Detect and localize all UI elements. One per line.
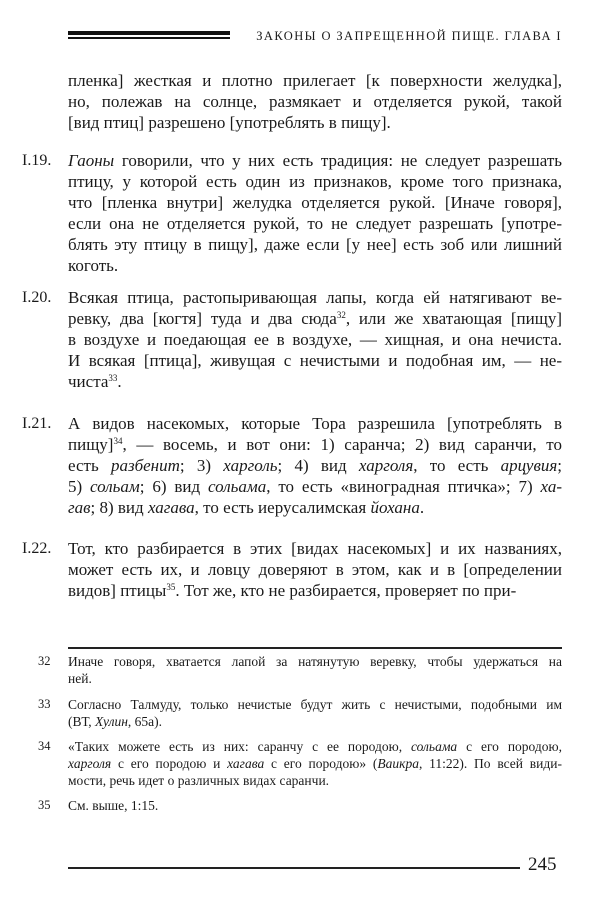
text-run: говорили, что у них есть традиция: не следует разрешать bbox=[114, 151, 562, 170]
text-run: ; 3) bbox=[179, 456, 224, 475]
paragraph-line bbox=[68, 371, 562, 392]
italic-term: сольам bbox=[90, 477, 140, 496]
italic-term: сольама bbox=[208, 477, 267, 496]
paragraph-line bbox=[68, 112, 562, 133]
paragraph-line bbox=[68, 413, 562, 434]
footnote-line bbox=[68, 772, 562, 789]
text-run: с его породою, bbox=[457, 739, 562, 754]
italic-term: Хулин bbox=[94, 714, 128, 729]
paragraph-line bbox=[68, 91, 562, 112]
italic-term: гав bbox=[68, 498, 91, 517]
footnote-line bbox=[68, 755, 562, 772]
footnote-line bbox=[68, 670, 562, 687]
footnote-ref[interactable]: 33 bbox=[108, 373, 118, 383]
text-run: есть bbox=[68, 456, 111, 475]
text-run: птицу, у которой есть один из признаков, кроме того признака, bbox=[68, 172, 562, 191]
paragraph-number: I.21. bbox=[22, 415, 52, 432]
text-run: И всякая [птица], живущая с нечистыми и подобная им, — не- bbox=[68, 351, 562, 370]
footnote-line bbox=[68, 653, 562, 670]
paragraph-line bbox=[68, 255, 562, 276]
text-run: . bbox=[419, 498, 425, 517]
text-run: Иначе говоря, хватается лапой за натянутую веревку, чтобы удержаться на bbox=[68, 654, 562, 669]
text-run: ; 6) вид bbox=[139, 477, 208, 496]
header-rule-thin bbox=[68, 37, 230, 39]
footnote-line bbox=[68, 797, 562, 814]
paragraph-line bbox=[68, 538, 562, 559]
italic-term: йохана bbox=[370, 498, 420, 517]
italic-term: харголя bbox=[68, 756, 112, 771]
paragraph-line bbox=[68, 150, 562, 171]
italic-term: ха- bbox=[540, 477, 562, 496]
text-run: что [пленка внутри] желудка отделяется рукой. [Иначе говоря], bbox=[68, 193, 562, 212]
text-run: , 11:22). По всей види- bbox=[418, 756, 562, 771]
text-run: если она не отделяется рукой, то не следует разрешать [употре- bbox=[68, 214, 562, 233]
paragraph-line bbox=[68, 559, 562, 580]
footnote-number: 34 bbox=[38, 739, 51, 753]
text-run: См. выше, 1:15. bbox=[68, 798, 159, 813]
paragraph-number: I.20. bbox=[22, 289, 52, 306]
paragraph-line bbox=[68, 455, 562, 476]
text-run: , то есть bbox=[413, 456, 501, 475]
italic-term: сольама bbox=[410, 739, 458, 754]
italic-term: разбенит bbox=[110, 456, 180, 475]
italic-term: арцувия bbox=[500, 456, 558, 475]
text-run: с его породою» ( bbox=[264, 756, 378, 771]
chapter-title: ЗАКОНЫ О ЗАПРЕЩЕННОЙ ПИЩЕ. ГЛАВА I bbox=[256, 29, 562, 43]
footnote-line bbox=[68, 713, 562, 730]
paragraph-line bbox=[68, 171, 562, 192]
text-run: может есть их, и ловцу доверяют в этом, как и в [определении bbox=[68, 560, 562, 579]
text-run: , то есть иерусалимская bbox=[194, 498, 371, 517]
italic-term: харголь bbox=[223, 456, 278, 475]
text-run: . bbox=[117, 372, 122, 391]
text-run: пищу] bbox=[68, 435, 114, 454]
text-run: с его породою и bbox=[111, 756, 228, 771]
italic-term: хагава bbox=[227, 756, 265, 771]
text-run: ; 4) вид bbox=[277, 456, 359, 475]
text-run: (ВТ, bbox=[68, 714, 95, 729]
italic-term: Гаоны bbox=[68, 151, 115, 170]
paragraph-line bbox=[68, 497, 562, 518]
footnote-number: 35 bbox=[38, 798, 51, 812]
paragraph-number: I.22. bbox=[22, 540, 52, 557]
text-run: , — восемь, и вот они: 1) саранча; 2) вид саранчи, то bbox=[122, 435, 562, 454]
text-run: пленка] жесткая и плотно прилегает [к поверхности желудка], bbox=[68, 71, 562, 90]
text-run: , то есть «виноградная птичка»; 7) bbox=[266, 477, 541, 496]
text-run: но, полежав на солнце, размякает и отделяется рукой, такой bbox=[68, 92, 562, 111]
footnote-number: 32 bbox=[38, 654, 51, 668]
text-run: А видов насекомых, которые Тора разрешила [употреблять в bbox=[68, 414, 562, 433]
text-run: ; bbox=[557, 456, 562, 475]
text-run: в воздухе и поедающая ее в воздухе, — хищная, и она нечиста. bbox=[68, 330, 562, 349]
text-run: «Таких можете есть из них: саранчу с ее породою, bbox=[68, 739, 411, 754]
text-run: чиста bbox=[68, 372, 109, 391]
text-run: видов] птицы bbox=[68, 581, 167, 600]
italic-term: хагава bbox=[147, 498, 195, 517]
italic-term: Ваикра bbox=[377, 756, 419, 771]
text-run: Всякая птица, растопыривающая лапы, когда ей натягивают ве- bbox=[68, 288, 562, 307]
header-rule-thick bbox=[68, 31, 230, 35]
text-run: ; 8) вид bbox=[90, 498, 148, 517]
text-run: блять эту птицу в пищу], даже если [у нее] есть зоб или лишний bbox=[68, 235, 562, 254]
paragraph-line bbox=[68, 580, 562, 601]
paragraph-line bbox=[68, 70, 562, 91]
text-run: мости, речь идет о различных видах саранчи. bbox=[68, 773, 330, 788]
footnote-number: 33 bbox=[38, 697, 51, 711]
text-run: Согласно Талмуду, только нечистые будут жить с нечистыми, подобными им bbox=[68, 697, 562, 712]
text-run: , или же хватающая [пищу] bbox=[345, 309, 562, 328]
paragraph-number: I.19. bbox=[22, 152, 52, 169]
text-run: [вид птиц] разрешено [употреблять в пищу]. bbox=[68, 113, 391, 132]
text-run: . Тот же, кто не разбирается, проверяет по при- bbox=[175, 581, 517, 600]
paragraph-line bbox=[68, 434, 562, 455]
paragraph-line bbox=[68, 192, 562, 213]
text-run: 5) bbox=[68, 477, 91, 496]
footnote-ref[interactable]: 34 bbox=[113, 436, 123, 446]
page-number: 245 bbox=[528, 854, 557, 875]
paragraph-line bbox=[68, 234, 562, 255]
paragraph-line bbox=[68, 476, 562, 497]
paragraph-line bbox=[68, 287, 562, 308]
footer-rule bbox=[68, 867, 520, 869]
text-run: ревку, два [когтя] туда и два сюда bbox=[68, 309, 337, 328]
footnote-ref[interactable]: 35 bbox=[166, 582, 176, 592]
text-run: коготь. bbox=[68, 256, 119, 275]
paragraph-line bbox=[68, 213, 562, 234]
paragraph-line bbox=[68, 329, 562, 350]
text-run: Тот, кто разбирается в этих [видах насекомых] и их названиях, bbox=[68, 539, 562, 558]
text-run: , 65а). bbox=[127, 714, 163, 729]
footnote-line bbox=[68, 696, 562, 713]
paragraph-line bbox=[68, 350, 562, 371]
footnote-ref[interactable]: 32 bbox=[336, 310, 346, 320]
footnote-line bbox=[68, 738, 562, 755]
italic-term: харголя bbox=[358, 456, 414, 475]
footnote-separator bbox=[68, 647, 562, 649]
paragraph-line bbox=[68, 308, 562, 329]
text-run: ней. bbox=[68, 671, 92, 686]
